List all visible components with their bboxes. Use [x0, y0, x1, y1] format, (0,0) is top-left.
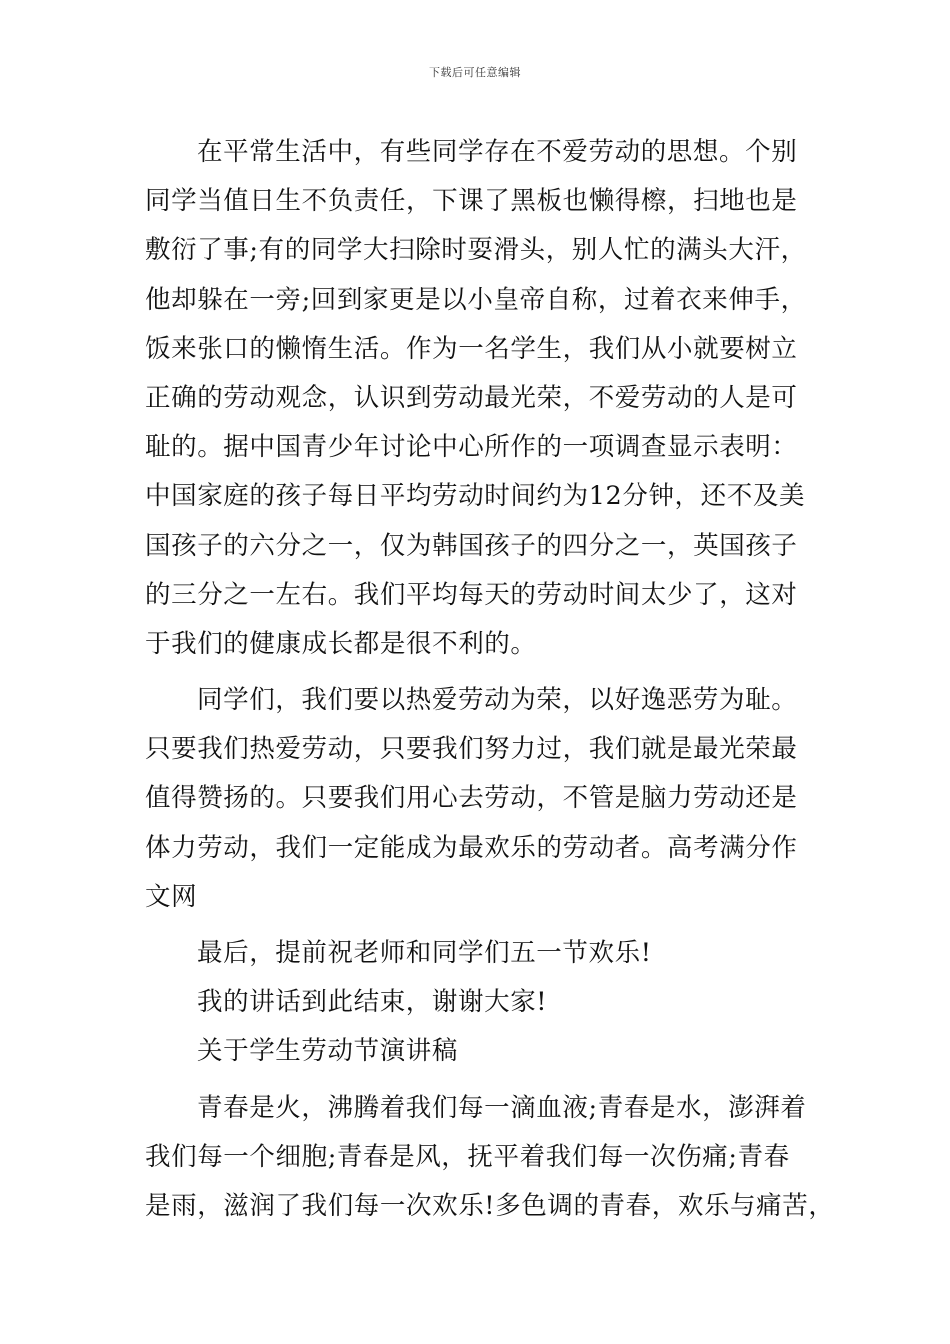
text-line: 中国家庭的孩子每日平均劳动时间约为12分钟，还不及美 — [145, 481, 806, 512]
text-line: 关于学生劳动节演讲稿 — [197, 1036, 459, 1067]
text-line: 同学们，我们要以热爱劳动为荣，以好逸恶劳为耻。 — [197, 685, 798, 716]
page-header: 下载后可任意编辑 — [429, 66, 521, 79]
text-line: 青春是火，沸腾着我们每一滴血液;青春是水，澎湃着 — [197, 1092, 807, 1123]
text-line: 正确的劳动观念，认识到劳动最光荣，不爱劳动的人是可 — [145, 382, 798, 413]
text-line: 最后，提前祝老师和同学们五一节欢乐! — [197, 938, 652, 968]
text-line: 敷衍了事;有的同学大扫除时耍滑头，别人忙的满头大汗， — [145, 235, 807, 266]
text-line: 耻的。据中国青少年讨论中心所作的一项调查显示表明： — [145, 432, 798, 463]
text-line: 我的讲话到此结束，谢谢大家! — [197, 987, 548, 1018]
text-line: 体力劳动，我们一定能成为最欢乐的劳动者。高考满分作 — [145, 832, 798, 863]
text-line: 值得赞扬的。只要我们用心去劳动，不管是脑力劳动还是 — [145, 783, 798, 814]
text-line: 只要我们热爱劳动，只要我们努力过，我们就是最光荣最 — [145, 734, 798, 765]
text-line: 我们每一个细胞;青春是风，抚平着我们每一次伤痛;青春 — [145, 1141, 790, 1172]
text-line: 国孩子的六分之一，仅为韩国孩子的四分之一，英国孩子 — [145, 530, 798, 561]
text-line: 饭来张口的懒惰生活。作为一名学生，我们从小就要树立 — [145, 333, 798, 364]
text-line: 他却躲在一旁;回到家更是以小皇帝自称，过着衣来伸手， — [145, 284, 807, 315]
text-line: 于我们的健康成长都是很不利的。 — [145, 628, 537, 659]
text-line: 是雨，滋润了我们每一次欢乐!多色调的青春，欢乐与痛苦， — [145, 1190, 835, 1221]
text-line: 的三分之一左右。我们平均每天的劳动时间太少了，这对 — [145, 579, 798, 610]
text-line: 在平常生活中，有些同学存在不爱劳动的思想。个别 — [197, 137, 798, 167]
text-line: 文网 — [145, 881, 198, 912]
text-line: 同学当值日生不负责任，下课了黑板也懒得檫，扫地也是 — [145, 186, 798, 217]
document-body — [145, 128, 835, 1231]
